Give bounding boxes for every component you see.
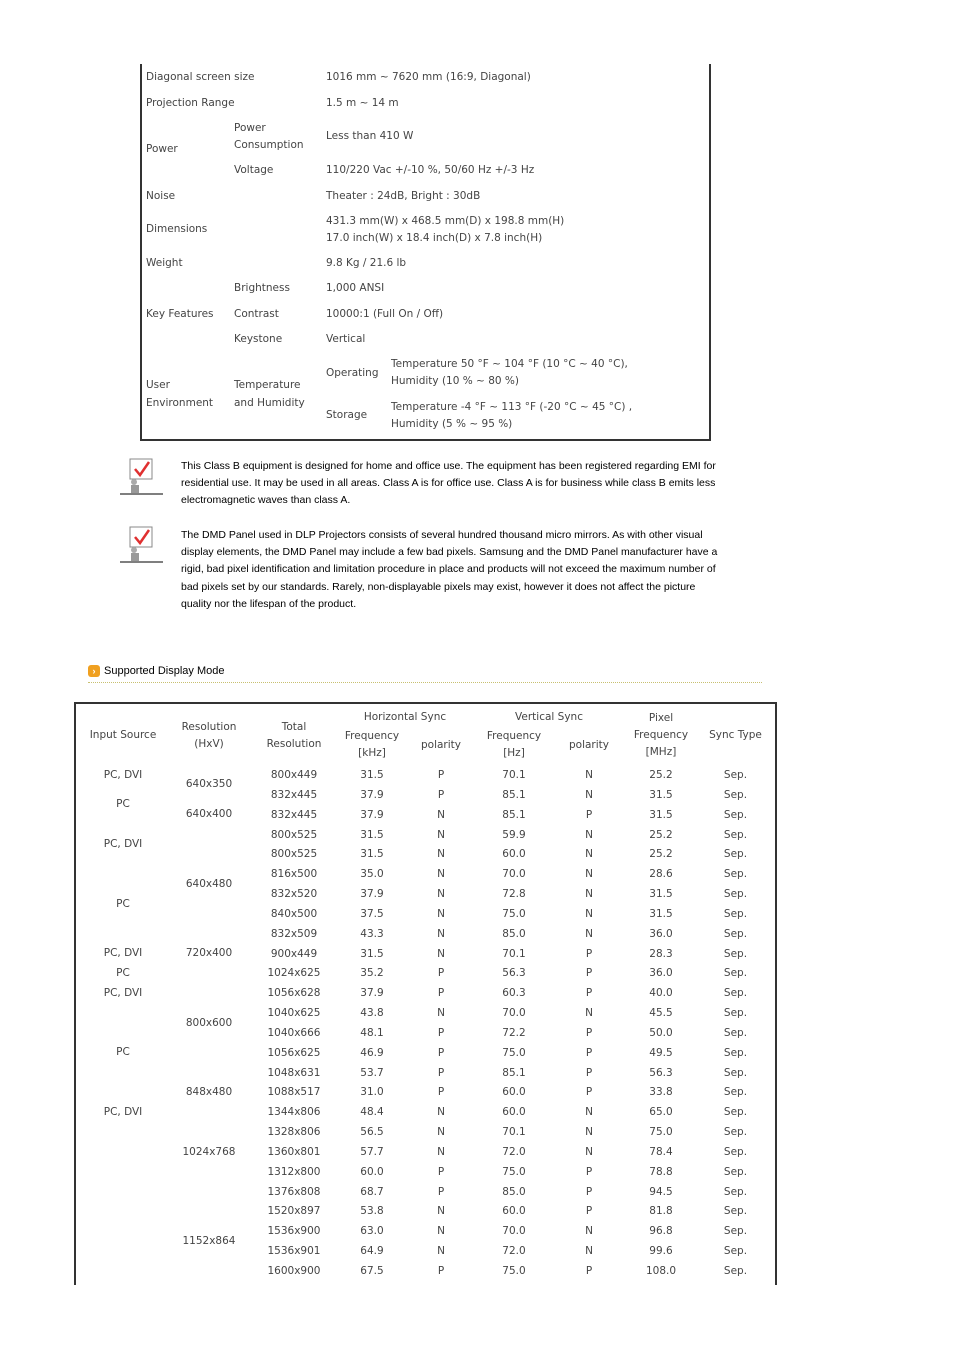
cell-pixel-frequency: 50.0: [649, 1026, 673, 1039]
cell-v-frequency: 75.0: [502, 1265, 526, 1277]
cell-pixel-frequency: 56.3: [649, 1066, 673, 1079]
table-row: [76, 825, 775, 845]
spec-value: 1016 mm ~ 7620 mm (16:9, Diagonal): [326, 71, 531, 83]
cell-total-resolution: 1536x900: [267, 1225, 321, 1238]
cell-v-polarity: P: [585, 1026, 593, 1039]
cell-h-polarity: P: [437, 1066, 445, 1079]
cell-pixel-frequency: 28.6: [649, 868, 673, 881]
cell-sync-type: Sep.: [723, 888, 748, 901]
table-row: [76, 1261, 775, 1281]
cell-pixel-frequency: 28.3: [649, 947, 673, 960]
display-mode-table: [74, 702, 777, 1285]
cell-h-polarity: N: [437, 1126, 445, 1139]
cell-h-frequency: 57.7: [360, 1145, 384, 1158]
cell-v-frequency: 75.0: [502, 1046, 526, 1059]
input-source-group: PC: [116, 798, 130, 810]
cell-h-polarity: P: [437, 1165, 445, 1178]
cell-h-frequency: 31.5: [360, 828, 384, 841]
cell-sync-type: Sep.: [723, 1086, 748, 1099]
resolution-group: 640x350: [185, 778, 233, 790]
resolution-group: 640x480: [185, 878, 233, 890]
cell-total-resolution: 1344x806: [267, 1106, 321, 1119]
spec-value: Vertical: [326, 333, 366, 345]
table-row: [76, 904, 775, 924]
table-row: [76, 884, 775, 904]
note-text: The DMD Panel used in DLP Projectors consists of several hundred thousand micro mirrors. As with other visual display elements, the DMD Panel may include a few bad pixels. Samsung and the DMD Panel manufacturer have a rigid, bad pixel identification and limitation procedure in place and products will not exceed the maximum number of bad pixels set by our standards. Rarely, non-displayable pixels may exist, however it does not affect the picture quality nor the lifespan of the product.: [181, 529, 718, 610]
header-vfreq: Frequency: [486, 730, 542, 742]
spec-sublabel: Brightness: [234, 282, 290, 294]
cell-pixel-frequency: 96.8: [649, 1225, 673, 1238]
spec-label: User: [146, 379, 170, 391]
cell-h-frequency: 67.5: [360, 1265, 384, 1277]
cell-sync-type: Sep.: [723, 1225, 748, 1238]
cell-h-polarity: N: [437, 808, 445, 821]
cell-v-frequency: 85.0: [502, 927, 526, 940]
cell-h-polarity: N: [437, 1245, 445, 1258]
cell-sync-type: Sep.: [723, 808, 748, 821]
cell-total-resolution: 1600x900: [267, 1265, 321, 1277]
cell-sync-type: Sep.: [723, 1205, 748, 1218]
cell-v-polarity: P: [585, 808, 593, 821]
cell-pixel-frequency: 65.0: [649, 1106, 673, 1119]
spec-sublabel: Power Consumption: [234, 122, 304, 151]
cell-h-frequency: 68.7: [360, 1185, 384, 1198]
cell-h-polarity: P: [437, 1265, 445, 1277]
cell-total-resolution: 816x500: [270, 868, 318, 881]
table-row: [76, 963, 775, 983]
input-source-group: PC: [116, 967, 130, 979]
spec-value: 431.3 mm(W) x 468.5 mm(D) x 198.8 mm(H): [326, 215, 565, 227]
spec-value: Temperature -4 °F ~ 113 °F (-20 °C ~ 45 °C) ,: [391, 401, 633, 413]
cell-v-frequency: 75.0: [502, 907, 526, 920]
cell-v-polarity: N: [585, 1145, 593, 1158]
spec-sublabel: Temperature: [234, 379, 301, 391]
cell-h-frequency: 31.5: [360, 947, 384, 960]
cell-total-resolution: 832x445: [270, 788, 318, 801]
cell-pixel-frequency: 45.5: [649, 1007, 673, 1020]
table-row: [76, 1241, 775, 1261]
cell-v-polarity: P: [585, 947, 593, 960]
cell-h-frequency: 43.8: [360, 1007, 384, 1020]
cell-h-frequency: 37.5: [360, 907, 384, 920]
header-hsync: Horizontal Sync: [363, 711, 447, 723]
cell-total-resolution: 1040x625: [267, 1007, 321, 1020]
cell-pixel-frequency: 31.5: [649, 808, 673, 821]
table-row: [76, 864, 775, 884]
note-check-icon: [120, 525, 164, 565]
cell-h-polarity: N: [437, 1225, 445, 1238]
cell-sync-type: Sep.: [723, 907, 748, 920]
cell-pixel-frequency: 31.5: [649, 907, 673, 920]
header-total: Total: [281, 721, 307, 733]
cell-h-frequency: 53.8: [360, 1205, 384, 1218]
spec-value: Temperature 50 °F ~ 104 °F (10 °C ~ 40 °C),: [391, 358, 628, 370]
cell-h-frequency: 31.0: [360, 1086, 384, 1099]
header-vfreq-unit: [Hz]: [503, 747, 525, 759]
cell-v-polarity: P: [585, 1165, 593, 1178]
spec-value: 1.5 m ~ 14 m: [326, 97, 399, 109]
header-resolution-unit: (HxV): [194, 738, 224, 750]
cell-v-frequency: 70.0: [502, 1007, 526, 1020]
resolution-group: 800x600: [185, 1017, 233, 1029]
cell-v-frequency: 60.0: [502, 1106, 526, 1119]
cell-sync-type: Sep.: [723, 987, 748, 1000]
cell-v-polarity: P: [585, 987, 593, 1000]
cell-v-frequency: 70.1: [502, 947, 526, 960]
cell-h-frequency: 31.5: [360, 848, 384, 861]
spec-label: Projection Range: [146, 97, 235, 109]
resolution-group: 1024x768: [182, 1146, 236, 1158]
cell-v-polarity: N: [585, 1007, 593, 1020]
cell-h-polarity: N: [437, 828, 445, 841]
table-row: [76, 1122, 775, 1142]
cell-pixel-frequency: 99.6: [649, 1245, 673, 1258]
cell-pixel-frequency: 40.0: [649, 987, 673, 1000]
cell-total-resolution: 1024x625: [267, 967, 321, 980]
header-input-source: Input Source: [89, 729, 157, 741]
cell-pixel-frequency: 25.2: [649, 848, 673, 861]
cell-total-resolution: 832x520: [270, 888, 318, 901]
resolution-group: 640x400: [185, 808, 233, 820]
cell-v-polarity: N: [585, 1126, 593, 1139]
cell-v-polarity: N: [585, 1245, 593, 1258]
cell-h-polarity: P: [437, 769, 445, 781]
spec-value: 110/220 Vac +/-10 %, 50/60 Hz +/-3 Hz: [326, 164, 535, 176]
cell-v-frequency: 70.0: [502, 868, 526, 881]
cell-sync-type: Sep.: [723, 1165, 748, 1178]
cell-h-frequency: 53.7: [360, 1066, 384, 1079]
cell-h-frequency: 48.1: [360, 1026, 384, 1039]
cell-h-frequency: 37.9: [360, 987, 384, 1000]
cell-total-resolution: 1312x800: [267, 1165, 321, 1178]
cell-h-polarity: N: [437, 907, 445, 920]
cell-total-resolution: 1328x806: [267, 1126, 321, 1139]
cell-sync-type: Sep.: [723, 947, 748, 960]
cell-pixel-frequency: 36.0: [649, 967, 673, 980]
spec-label: Power: [146, 143, 178, 155]
cell-sync-type: Sep.: [723, 848, 748, 861]
section-title: Supported Display Mode: [104, 665, 225, 677]
cell-v-polarity: N: [585, 888, 593, 901]
cell-v-polarity: N: [585, 868, 593, 881]
cell-sync-type: Sep.: [723, 769, 748, 781]
cell-pixel-frequency: 75.0: [649, 1126, 673, 1139]
header-hpolarity: polarity: [420, 739, 461, 751]
spec-label: Environment: [146, 397, 214, 409]
cell-v-frequency: 60.3: [502, 987, 526, 1000]
spec-sublabel: Operating: [326, 367, 379, 379]
cell-sync-type: Sep.: [723, 1145, 748, 1158]
cell-h-polarity: P: [437, 967, 445, 980]
cell-sync-type: Sep.: [723, 828, 748, 841]
cell-sync-type: Sep.: [723, 1066, 748, 1079]
spec-sublabel: Keystone: [234, 333, 283, 345]
table-row: [76, 983, 775, 1003]
spec-sublabel: and Humidity: [234, 397, 305, 409]
cell-sync-type: Sep.: [723, 967, 748, 980]
header-hfreq-unit: [kHz]: [358, 747, 386, 759]
cell-v-frequency: 75.0: [502, 1165, 526, 1178]
input-source-group: PC, DVI: [103, 987, 143, 999]
spec-table: [140, 64, 711, 441]
spec-value: 17.0 inch(W) x 18.4 inch(D) x 7.8 inch(H): [326, 232, 543, 244]
cell-total-resolution: 800x525: [270, 828, 318, 841]
cell-v-frequency: 70.1: [502, 1126, 526, 1139]
cell-v-polarity: P: [585, 1066, 593, 1079]
cell-h-polarity: N: [437, 1106, 445, 1119]
input-source-group: PC, DVI: [103, 838, 143, 850]
section-heading: [88, 665, 224, 677]
cell-v-polarity: N: [585, 788, 593, 801]
cell-v-polarity: P: [585, 1086, 593, 1099]
table-row: [76, 1102, 775, 1122]
cell-v-frequency: 70.1: [502, 769, 526, 781]
cell-sync-type: Sep.: [723, 1265, 748, 1277]
cell-pixel-frequency: 36.0: [649, 927, 673, 940]
cell-h-frequency: 35.0: [360, 868, 384, 881]
spec-value: 10000:1 (Full On / Off): [326, 308, 444, 320]
spec-label: Diagonal screen size: [146, 71, 255, 83]
cell-total-resolution: 832x445: [270, 808, 318, 821]
cell-total-resolution: 1056x628: [267, 987, 321, 1000]
spec-label: Dimensions: [146, 223, 208, 235]
spec-label: Noise: [146, 190, 176, 202]
cell-v-polarity: P: [585, 1265, 593, 1277]
cell-total-resolution: 1088x517: [267, 1086, 321, 1099]
cell-v-polarity: P: [585, 1205, 593, 1218]
cell-sync-type: Sep.: [723, 868, 748, 881]
header-sync-type: Sync Type: [709, 729, 762, 741]
cell-h-frequency: 43.3: [360, 927, 384, 940]
cell-v-frequency: 85.0: [502, 1185, 526, 1198]
cell-pixel-frequency: 31.5: [649, 788, 673, 801]
input-source-group: PC, DVI: [103, 769, 143, 781]
cell-v-polarity: N: [585, 769, 593, 781]
cell-v-frequency: 60.0: [502, 1086, 526, 1099]
header-resolution: Resolution: [181, 721, 237, 733]
input-source-group: PC: [116, 1046, 130, 1058]
spec-sublabel: Voltage: [234, 164, 274, 176]
header-vsync: Vertical Sync: [515, 711, 583, 723]
spec-label: Weight: [146, 257, 183, 269]
cell-total-resolution: 1536x901: [267, 1245, 321, 1258]
spec-value: Theater : 24dB, Bright : 30dB: [326, 190, 481, 202]
cell-pixel-frequency: 25.2: [649, 828, 673, 841]
cell-h-frequency: 35.2: [360, 967, 384, 980]
cell-v-polarity: P: [585, 1185, 593, 1198]
cell-v-polarity: N: [585, 1225, 593, 1238]
table-row: [76, 924, 775, 944]
cell-total-resolution: 1376x808: [267, 1185, 321, 1198]
cell-h-frequency: 63.0: [360, 1225, 384, 1238]
cell-pixel-frequency: 49.5: [649, 1046, 673, 1059]
table-row: [76, 1162, 775, 1182]
cell-v-frequency: 59.9: [502, 828, 526, 841]
spec-value: 1,000 ANSI: [326, 282, 385, 294]
table-row: [76, 1063, 775, 1083]
cell-v-polarity: N: [585, 828, 593, 841]
cell-sync-type: Sep.: [723, 788, 748, 801]
cell-sync-type: Sep.: [723, 1026, 748, 1039]
table-row: [76, 1221, 775, 1241]
resolution-group: 1152x864: [182, 1235, 236, 1247]
cell-total-resolution: 1360x801: [267, 1145, 321, 1158]
cell-pixel-frequency: 81.8: [649, 1205, 673, 1218]
cell-h-polarity: N: [437, 888, 445, 901]
cell-h-polarity: P: [437, 987, 445, 1000]
header-vpolarity: polarity: [568, 739, 609, 751]
input-source-group: PC: [116, 898, 130, 910]
resolution-group: 720x400: [185, 947, 233, 959]
cell-pixel-frequency: 33.8: [649, 1086, 673, 1099]
cell-sync-type: Sep.: [723, 927, 748, 940]
chevron-right-icon: ›: [88, 665, 100, 677]
cell-h-polarity: P: [437, 1185, 445, 1198]
cell-total-resolution: 1056x625: [267, 1046, 321, 1059]
cell-sync-type: Sep.: [723, 1046, 748, 1059]
cell-v-frequency: 56.3: [502, 967, 526, 980]
resolution-group: 848x480: [185, 1086, 233, 1098]
cell-total-resolution: 800x449: [270, 769, 318, 781]
cell-total-resolution: 832x509: [270, 927, 318, 940]
cell-total-resolution: 900x449: [270, 947, 318, 960]
cell-h-frequency: 48.4: [360, 1106, 384, 1119]
cell-h-polarity: N: [437, 1145, 445, 1158]
cell-v-polarity: N: [585, 907, 593, 920]
spec-value: Humidity (10 % ~ 80 %): [391, 375, 519, 387]
cell-v-frequency: 72.0: [502, 1145, 526, 1158]
cell-h-polarity: N: [437, 927, 445, 940]
cell-h-frequency: 37.9: [360, 788, 384, 801]
table-row: [76, 1043, 775, 1063]
table-row: [76, 844, 775, 864]
cell-pixel-frequency: 25.2: [649, 769, 673, 781]
cell-h-frequency: 37.9: [360, 808, 384, 821]
cell-pixel-frequency: 78.4: [649, 1145, 673, 1158]
header-pixel-freq: Frequency: [633, 729, 689, 741]
cell-v-frequency: 85.1: [502, 788, 526, 801]
spec-sublabel: Storage: [326, 409, 368, 421]
spec-value: Humidity (5 % ~ 95 %): [391, 418, 513, 430]
table-row: [76, 805, 775, 825]
cell-v-polarity: P: [585, 1046, 593, 1059]
cell-v-frequency: 70.0: [502, 1225, 526, 1238]
cell-total-resolution: 1040x666: [267, 1026, 321, 1039]
cell-total-resolution: 1520x897: [267, 1205, 321, 1218]
cell-sync-type: Sep.: [723, 1106, 748, 1119]
header-hfreq: Frequency: [344, 730, 400, 742]
cell-sync-type: Sep.: [723, 1245, 748, 1258]
table-row: [76, 1201, 775, 1221]
cell-pixel-frequency: 94.5: [649, 1185, 673, 1198]
input-source-group: PC, DVI: [103, 1106, 143, 1118]
table-row: [76, 1003, 775, 1023]
cell-total-resolution: 800x525: [270, 848, 318, 861]
cell-v-frequency: 72.0: [502, 1245, 526, 1258]
input-source-group: PC, DVI: [103, 947, 143, 959]
cell-v-frequency: 60.0: [502, 848, 526, 861]
cell-total-resolution: 840x500: [270, 907, 318, 920]
cell-v-frequency: 60.0: [502, 1205, 526, 1218]
table-row: [76, 1023, 775, 1043]
cell-v-polarity: N: [585, 1106, 593, 1119]
cell-h-frequency: 37.9: [360, 888, 384, 901]
cell-h-polarity: P: [437, 788, 445, 801]
cell-pixel-frequency: 31.5: [649, 888, 673, 901]
table-row: [76, 1142, 775, 1162]
spec-value: Less than 410 W: [326, 130, 414, 142]
spec-sublabel: Contrast: [234, 308, 279, 320]
header-total-resolution: Resolution: [266, 738, 322, 750]
table-row: [76, 765, 775, 785]
cell-v-frequency: 85.1: [502, 1066, 526, 1079]
cell-sync-type: Sep.: [723, 1126, 748, 1139]
cell-v-frequency: 85.1: [502, 808, 526, 821]
header-pixel-unit: [MHz]: [645, 746, 677, 758]
cell-h-polarity: N: [437, 947, 445, 960]
cell-h-frequency: 60.0: [360, 1165, 384, 1178]
table-row: [76, 1182, 775, 1202]
cell-h-polarity: N: [437, 1007, 445, 1020]
cell-h-frequency: 64.9: [360, 1245, 384, 1258]
note-text: This Class B equipment is designed for home and office use. The equipment has been registered regarding EMI for residential use. It may be used in all areas. Class A is for office use. Class A is for business while class B emits less electromagnetic waves than class A.: [181, 460, 716, 507]
cell-sync-type: Sep.: [723, 1007, 748, 1020]
note-check-icon: [120, 457, 164, 497]
spec-value: 9.8 Kg / 21.6 lb: [326, 257, 407, 269]
cell-v-frequency: 72.8: [502, 888, 526, 901]
cell-h-polarity: P: [437, 1046, 445, 1059]
cell-pixel-frequency: 78.8: [649, 1165, 673, 1178]
cell-h-polarity: N: [437, 848, 445, 861]
cell-v-polarity: N: [585, 927, 593, 940]
table-row: [76, 1082, 775, 1102]
section-divider: [88, 682, 762, 683]
cell-h-frequency: 56.5: [360, 1126, 384, 1139]
cell-h-polarity: P: [437, 1026, 445, 1039]
cell-sync-type: Sep.: [723, 1185, 748, 1198]
cell-v-polarity: P: [585, 967, 593, 980]
cell-v-frequency: 72.2: [502, 1026, 526, 1039]
table-row: [76, 785, 775, 805]
cell-total-resolution: 1048x631: [267, 1066, 321, 1079]
cell-h-polarity: N: [437, 868, 445, 881]
cell-h-polarity: N: [437, 1205, 445, 1218]
header-pixel: Pixel: [648, 712, 674, 724]
cell-h-frequency: 31.5: [360, 769, 384, 781]
cell-v-polarity: N: [585, 848, 593, 861]
table-row: [76, 944, 775, 964]
cell-h-polarity: P: [437, 1086, 445, 1099]
spec-label: Key Features: [146, 308, 214, 320]
cell-h-frequency: 46.9: [360, 1046, 384, 1059]
cell-pixel-frequency: 108.0: [645, 1265, 677, 1277]
